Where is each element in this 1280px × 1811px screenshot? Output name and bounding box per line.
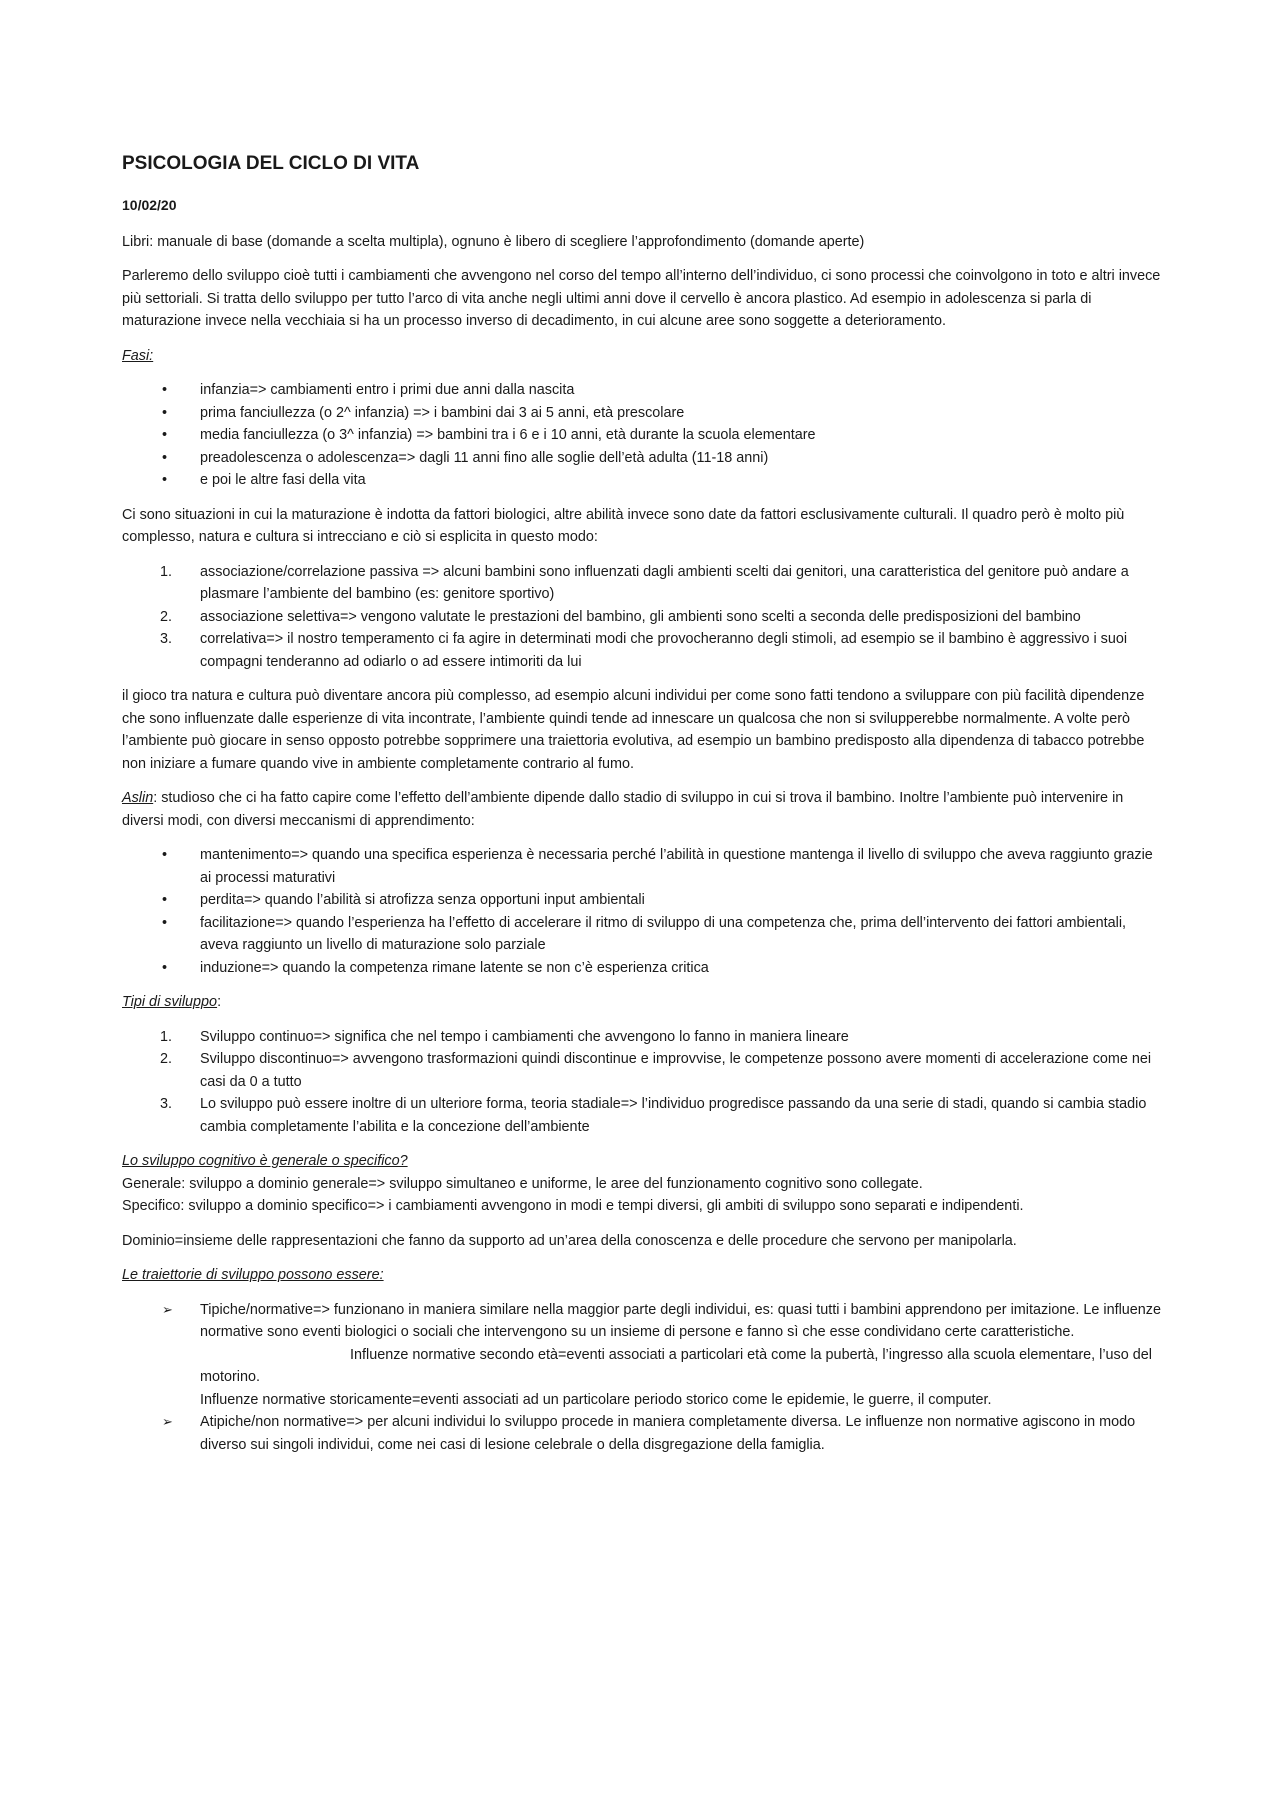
list-number: 1. xyxy=(160,1028,173,1045)
list-item xyxy=(122,1048,1164,1093)
paragraph-aslin xyxy=(122,787,1164,832)
aslin-name: Aslin xyxy=(122,790,154,806)
list-number: 2. xyxy=(160,608,173,625)
text-tipiche-eta: Influenze normative secondo età=eventi associati a particolari età come la pubertà, l’ingresso alla scuola elementare, l’uso del motorino. xyxy=(200,1346,1152,1385)
list-item-text: correlativa=> il nostro temperamento ci fa agire in determinati modi che provocheranno degli stimoli, ad esempio se il bambino è aggressivo i suoi compagni tenderanno ad odiarlo o ad essere intimoriti da lui xyxy=(200,631,1128,670)
list-item xyxy=(122,606,1164,629)
traiettorie-list xyxy=(122,1299,1164,1457)
tipi-list xyxy=(122,1026,1164,1139)
list-item: • infanzia=> cambiamenti entro i primi due anni dalla nascita xyxy=(122,379,1164,402)
paragraph-dominio: Dominio=insieme delle rappresentazioni che fanno da supporto ad un’area della conoscenza e delle procedure che servono per manipolarla. xyxy=(122,1232,1017,1249)
section-heading-fasi xyxy=(122,345,1164,368)
list-item-text: Sviluppo continuo=> significa che nel tempo i cambiamenti che avvengono lo fanno in maniera lineare xyxy=(200,1028,849,1045)
associazioni-list xyxy=(122,561,1164,674)
list-item xyxy=(122,561,1164,606)
list-item: • facilitazione=> quando l’esperienza ha l’effetto di accelerare il ritmo di sviluppo di una competenza che, prima dell’intervento dei fattori ambientali, aveva raggiunto un livello di maturazione solo parziale xyxy=(122,912,1164,957)
list-item: • media fanciullezza (o 3^ infanzia) => bambini tra i 6 e i 10 anni, età durante la scuola elementare xyxy=(122,424,1164,447)
page-title: PSICOLOGIA DEL CICLO DI VITA xyxy=(122,153,420,174)
list-item-text: Lo sviluppo può essere inoltre di un ulteriore forma, teoria stadiale=> l’individuo progredisce passando da una serie di stadi, quando si cambia stadio cambia completamente l’abilita e la concezione dell’ambiente xyxy=(200,1096,1147,1135)
aslin-text: : studioso che ci ha fatto capire come l’effetto dell’ambiente dipende dallo stadio di sviluppo in cui si trova il bambino. Inoltre l’ambiente può intervenire in diversi modi, con diversi meccanismi di apprendimento: xyxy=(122,790,1124,829)
paragraph-cognitivo xyxy=(122,1150,1164,1218)
list-item: • mantenimento=> quando una specifica esperienza è necessaria perché l’abilità in questione mantenga il livello di sviluppo che aveva raggiunto grazie ai processi maturativi xyxy=(122,844,1164,889)
lecture-date: 10/02/20 xyxy=(122,197,177,213)
paragraph-sviluppo: Parleremo dello sviluppo cioè tutti i cambiamenti che avvengono nel corso del tempo all’interno dell’individuo, ci sono processi che coinvolgono in toto e altri invece più settoriali. Si tratta dello sviluppo per tutto l’arco di vita anche negli ultimi anni dove il cervello è ancora plastico. Ad esempio in adolescenza si parla di maturazione invece nella vecchiaia si ha un processo inverso di decadimento, in cui alcune aree sono soggette a deterioramento. xyxy=(122,268,1161,329)
fasi-list xyxy=(122,379,1164,492)
list-item: • e poi le altre fasi della vita xyxy=(122,469,1164,492)
list-item: • perdita=> quando l’abilità si atrofizza senza opportuni input ambientali xyxy=(122,889,1164,912)
section-heading-tipi xyxy=(122,991,1164,1014)
text-specifico: Specifico: sviluppo a dominio specifico=> i cambiamenti avvengono in modi e tempi diversi, gli ambiti di sviluppo sono separati e indipendenti. xyxy=(122,1198,1024,1214)
paragraph-gioco: il gioco tra natura e cultura può diventare ancora più complesso, ad esempio alcuni individui per come sono fatti tendono a svilupparе con più facilità dipendenze che sono influenzate dalle esperienze di vita incontrate, l’ambiente quindi tende ad innescare un qualcosa che non si svilupperebbe normalmente. A volte però l’ambiente può giocare in senso opposto potrebbe sopprimere una traiettoria evolutiva, ad esempio un bambino predisposto alla dipendenza di tabacco potrebbe non iniziare a fumare quando vive in ambiente completamente contrario al fumo. xyxy=(122,688,1145,772)
text-tipiche-storiche: Influenze normative storicamente=eventi associati ad un particolare periodo storico come le epidemie, le guerre, il computer. xyxy=(200,1391,992,1408)
list-item xyxy=(122,1093,1164,1138)
list-item-text: associazione/correlazione passiva => alcuni bambini sono influenzati dagli ambienti scelti dai genitori, una caratteristica del genitore può andare a plasmare l’ambiente del bambino (es: genitore sportivo) xyxy=(200,563,1129,602)
heading-tipi: Tipi di sviluppo xyxy=(122,994,218,1010)
list-item xyxy=(122,1299,1164,1412)
paragraph-libri: Libri: manuale di base (domande a scelta multipla), ognuno è libero di scegliere l’approfondimento (domande aperte) xyxy=(122,233,865,250)
list-number: 1. xyxy=(160,563,173,580)
list-item-text: associazione selettiva=> vengono valutate le prestazioni del bambino, gli ambienti sono scelti a seconda delle predisposizioni del bambino xyxy=(200,608,1081,625)
list-number: 3. xyxy=(160,631,173,647)
heading-fasi: Fasi: xyxy=(122,347,154,364)
list-item: • preadolescenza o adolescenza=> dagli 11 anni fino alle soglie dell’età adulta (11-18 anni) xyxy=(122,447,1164,470)
list-item: • induzione=> quando la competenza rimane latente se non c’è esperienza critica xyxy=(122,957,1164,980)
heading-tipi-colon: : xyxy=(217,994,222,1010)
list-item: • prima fanciullezza (o 2^ infanzia) => i bambini dai 3 ai 5 anni, età prescolare xyxy=(122,402,1164,425)
meccanismi-list xyxy=(122,844,1164,979)
list-item xyxy=(122,1026,1164,1049)
list-item-text: Sviluppo discontinuo=> avvengono trasformazioni quindi discontinue e improvvise, le competenze possono avere momenti di accelerazione come nei casi da 0 a tutto xyxy=(200,1051,1152,1090)
section-heading-traiettorie xyxy=(122,1264,1164,1287)
list-number: 3. xyxy=(160,1096,173,1112)
list-item: ➢ Atipiche/non normative=> per alcuni individui lo sviluppo procede in maniera completamente diversa. Le influenze non normative agiscono in modo diverso sui singoli individui, come nei casi di lesione celebrale o della disgregazione della famiglia. xyxy=(122,1411,1164,1456)
heading-cognitivo: Lo sviluppo cognitivo è generale o specifico? xyxy=(122,1153,408,1169)
list-number: 2. xyxy=(160,1051,173,1067)
text-generale: Generale: sviluppo a dominio generale=> sviluppo simultaneo e uniforme, le aree del funzionamento cognitivo sono collegate. xyxy=(122,1175,923,1192)
heading-traiettorie: Le traiettorie di sviluppo possono essere: xyxy=(122,1267,384,1283)
text-tipiche: Tipiche/normative=> funzionano in maniera similare nella maggior parte degli individui, es: quasi tutti i bambini apprendono per imitazione. Le influenze normative sono eventi biologici o sociali che intervengono su un insieme di persone e fanno sì che esse condividano certe caratteristiche. xyxy=(200,1301,1161,1340)
list-item xyxy=(122,628,1164,673)
paragraph-maturazione: Ci sono situazioni in cui la maturazione è indotta da fattori biologici, altre abilità invece sono date da fattori esclusivamente culturali. Il quadro però è molto più complesso, natura e cultura si intrecciano e ciò si esplicita in questo modo: xyxy=(122,506,1125,545)
